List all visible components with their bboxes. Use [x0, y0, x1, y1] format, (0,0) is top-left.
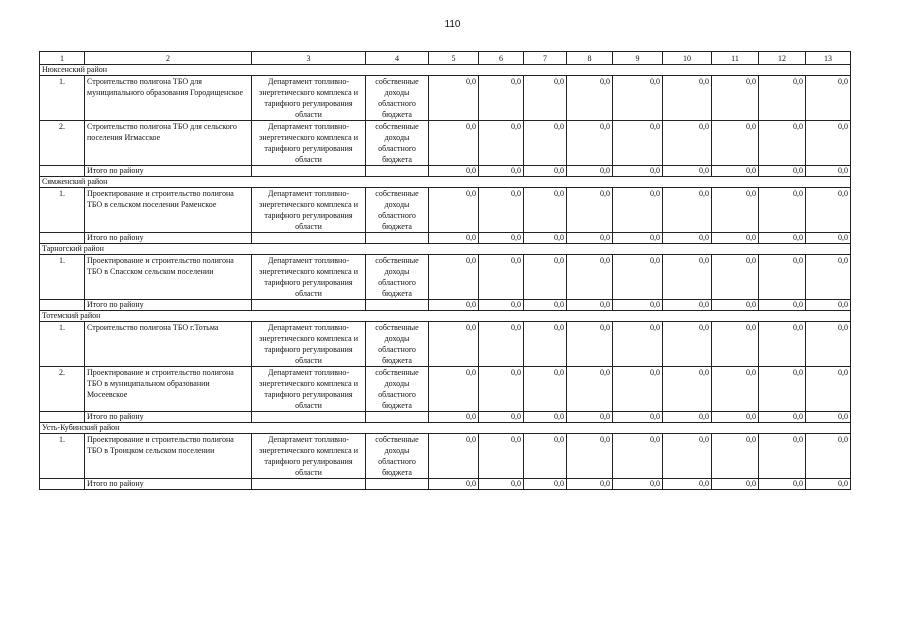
item-value: 0,0	[567, 434, 613, 479]
total-value: 0,0	[479, 233, 524, 244]
header-cell: 11	[712, 52, 759, 65]
total-value: 0,0	[613, 166, 663, 177]
item-value: 0,0	[663, 322, 712, 367]
item-value: 0,0	[567, 322, 613, 367]
total-value: 0,0	[479, 412, 524, 423]
item-value: 0,0	[613, 322, 663, 367]
item-value: 0,0	[806, 255, 851, 300]
total-value: 0,0	[806, 479, 851, 490]
item-funding-source: собственные доходы областного бюджета	[366, 322, 429, 367]
item-value: 0,0	[806, 188, 851, 233]
total-value: 0,0	[759, 479, 806, 490]
item-value: 0,0	[524, 434, 567, 479]
total-value: 0,0	[567, 479, 613, 490]
header-row	[40, 52, 851, 65]
item-value: 0,0	[663, 367, 712, 412]
table-row	[40, 121, 851, 166]
district-name: Сямженский район	[40, 177, 851, 188]
item-number: 1.	[40, 322, 85, 367]
item-value: 0,0	[567, 121, 613, 166]
item-value: 0,0	[429, 434, 479, 479]
item-value: 0,0	[759, 322, 806, 367]
item-value: 0,0	[429, 367, 479, 412]
district-name: Нюксенский район	[40, 65, 851, 76]
item-value: 0,0	[759, 367, 806, 412]
page-number: 110	[444, 19, 461, 30]
item-name: Строительство полигона ТБО г.Тотьма	[85, 322, 252, 367]
item-value: 0,0	[567, 367, 613, 412]
item-number: 1.	[40, 434, 85, 479]
item-funding-source: собственные доходы областного бюджета	[366, 76, 429, 121]
item-value: 0,0	[613, 255, 663, 300]
item-value: 0,0	[429, 188, 479, 233]
total-value: 0,0	[479, 300, 524, 311]
item-value: 0,0	[663, 188, 712, 233]
item-value: 0,0	[806, 367, 851, 412]
item-value: 0,0	[712, 367, 759, 412]
total-empty-cell	[366, 479, 429, 490]
district-name: Тотемский район	[40, 311, 851, 322]
header-cell: 9	[613, 52, 663, 65]
total-empty-cell	[366, 412, 429, 423]
item-name: Проектирование и строительство полигона ТБО в сельском поселении Раменское	[85, 188, 252, 233]
table-row	[40, 434, 851, 479]
total-empty-cell	[252, 479, 366, 490]
item-department: Департамент топливно-энергетического комплекса и тарифного регулирования области	[252, 255, 366, 300]
total-value: 0,0	[806, 233, 851, 244]
total-value: 0,0	[613, 479, 663, 490]
total-value: 0,0	[429, 300, 479, 311]
table-row	[40, 188, 851, 233]
item-value: 0,0	[806, 322, 851, 367]
item-number: 2.	[40, 367, 85, 412]
item-value: 0,0	[524, 322, 567, 367]
item-value: 0,0	[567, 255, 613, 300]
header-cell: 13	[806, 52, 851, 65]
total-value: 0,0	[429, 412, 479, 423]
item-value: 0,0	[759, 255, 806, 300]
item-value: 0,0	[524, 121, 567, 166]
header-cell: 7	[524, 52, 567, 65]
total-empty-cell	[40, 300, 85, 311]
item-department: Департамент топливно-энергетического комплекса и тарифного регулирования области	[252, 367, 366, 412]
total-row	[40, 412, 851, 423]
item-value: 0,0	[613, 121, 663, 166]
item-value: 0,0	[712, 76, 759, 121]
item-value: 0,0	[806, 76, 851, 121]
total-value: 0,0	[663, 479, 712, 490]
item-value: 0,0	[567, 76, 613, 121]
item-value: 0,0	[613, 434, 663, 479]
total-value: 0,0	[712, 166, 759, 177]
total-value: 0,0	[759, 300, 806, 311]
item-number: 2.	[40, 121, 85, 166]
total-value: 0,0	[712, 479, 759, 490]
item-value: 0,0	[806, 121, 851, 166]
total-value: 0,0	[712, 412, 759, 423]
item-department: Департамент топливно-энергетического комплекса и тарифного регулирования области	[252, 121, 366, 166]
item-value: 0,0	[806, 434, 851, 479]
table-body	[40, 52, 851, 490]
item-value: 0,0	[712, 188, 759, 233]
total-row	[40, 479, 851, 490]
item-name: Проектирование и строительство полигона ТБО в Троицком сельском поселении	[85, 434, 252, 479]
total-empty-cell	[252, 166, 366, 177]
item-value: 0,0	[759, 434, 806, 479]
total-value: 0,0	[524, 166, 567, 177]
total-row	[40, 233, 851, 244]
table-row	[40, 322, 851, 367]
item-number: 1.	[40, 188, 85, 233]
item-name: Проектирование и строительство полигона ТБО в Спасском сельском поселении	[85, 255, 252, 300]
district-row	[40, 311, 851, 322]
total-value: 0,0	[663, 412, 712, 423]
total-value: 0,0	[567, 166, 613, 177]
total-empty-cell	[366, 166, 429, 177]
district-row	[40, 423, 851, 434]
district-row	[40, 177, 851, 188]
item-value: 0,0	[479, 367, 524, 412]
header-cell: 10	[663, 52, 712, 65]
total-value: 0,0	[712, 300, 759, 311]
total-value: 0,0	[479, 479, 524, 490]
item-value: 0,0	[663, 121, 712, 166]
total-empty-cell	[252, 233, 366, 244]
total-empty-cell	[40, 412, 85, 423]
total-empty-cell	[40, 479, 85, 490]
item-funding-source: собственные доходы областного бюджета	[366, 367, 429, 412]
total-row	[40, 300, 851, 311]
item-value: 0,0	[479, 322, 524, 367]
item-number: 1.	[40, 255, 85, 300]
item-value: 0,0	[524, 367, 567, 412]
total-value: 0,0	[806, 166, 851, 177]
item-name: Проектирование и строительство полигона ТБО в муниципальном образовании Мосеевское	[85, 367, 252, 412]
item-value: 0,0	[429, 76, 479, 121]
total-value: 0,0	[429, 479, 479, 490]
total-value: 0,0	[759, 233, 806, 244]
item-department: Департамент топливно-энергетического комплекса и тарифного регулирования области	[252, 76, 366, 121]
item-department: Департамент топливно-энергетического комплекса и тарифного регулирования области	[252, 188, 366, 233]
total-label: Итого по району	[85, 166, 252, 177]
item-name: Строительство полигона ТБО для муниципального образования Городищенское	[85, 76, 252, 121]
table-row	[40, 76, 851, 121]
item-value: 0,0	[479, 188, 524, 233]
item-value: 0,0	[712, 434, 759, 479]
item-value: 0,0	[663, 76, 712, 121]
item-value: 0,0	[663, 255, 712, 300]
item-value: 0,0	[613, 367, 663, 412]
district-name: Усть-Кубинский район	[40, 423, 851, 434]
total-empty-cell	[40, 233, 85, 244]
item-value: 0,0	[712, 121, 759, 166]
total-value: 0,0	[613, 300, 663, 311]
item-department: Департамент топливно-энергетического комплекса и тарифного регулирования области	[252, 322, 366, 367]
total-row	[40, 166, 851, 177]
item-value: 0,0	[479, 255, 524, 300]
item-funding-source: собственные доходы областного бюджета	[366, 434, 429, 479]
item-value: 0,0	[429, 255, 479, 300]
total-empty-cell	[40, 166, 85, 177]
item-value: 0,0	[712, 322, 759, 367]
total-value: 0,0	[613, 233, 663, 244]
item-value: 0,0	[524, 255, 567, 300]
item-name: Строительство полигона ТБО для сельского поселения Игмасское	[85, 121, 252, 166]
item-value: 0,0	[524, 76, 567, 121]
item-value: 0,0	[712, 255, 759, 300]
total-value: 0,0	[759, 412, 806, 423]
total-value: 0,0	[806, 300, 851, 311]
total-value: 0,0	[567, 412, 613, 423]
total-value: 0,0	[479, 166, 524, 177]
total-value: 0,0	[567, 300, 613, 311]
total-value: 0,0	[613, 412, 663, 423]
total-value: 0,0	[712, 233, 759, 244]
item-department: Департамент топливно-энергетического комплекса и тарифного регулирования области	[252, 434, 366, 479]
item-funding-source: собственные доходы областного бюджета	[366, 188, 429, 233]
item-value: 0,0	[759, 121, 806, 166]
header-cell: 12	[759, 52, 806, 65]
district-name: Тарногский район	[40, 244, 851, 255]
district-row	[40, 65, 851, 76]
item-value: 0,0	[524, 188, 567, 233]
total-label: Итого по району	[85, 233, 252, 244]
total-empty-cell	[366, 233, 429, 244]
total-value: 0,0	[567, 233, 613, 244]
item-value: 0,0	[429, 322, 479, 367]
item-value: 0,0	[613, 76, 663, 121]
total-value: 0,0	[663, 166, 712, 177]
item-funding-source: собственные доходы областного бюджета	[366, 255, 429, 300]
header-cell: 2	[85, 52, 252, 65]
total-label: Итого по району	[85, 479, 252, 490]
item-value: 0,0	[479, 121, 524, 166]
total-empty-cell	[366, 300, 429, 311]
item-value: 0,0	[759, 188, 806, 233]
item-value: 0,0	[567, 188, 613, 233]
total-value: 0,0	[429, 166, 479, 177]
total-value: 0,0	[524, 412, 567, 423]
item-number: 1.	[40, 76, 85, 121]
item-value: 0,0	[759, 76, 806, 121]
total-value: 0,0	[663, 300, 712, 311]
district-row	[40, 244, 851, 255]
header-cell: 6	[479, 52, 524, 65]
total-value: 0,0	[663, 233, 712, 244]
item-value: 0,0	[429, 121, 479, 166]
total-label: Итого по району	[85, 412, 252, 423]
header-cell: 4	[366, 52, 429, 65]
total-value: 0,0	[524, 479, 567, 490]
budget-table	[39, 51, 851, 490]
item-funding-source: собственные доходы областного бюджета	[366, 121, 429, 166]
item-value: 0,0	[613, 188, 663, 233]
header-cell: 3	[252, 52, 366, 65]
total-value: 0,0	[806, 412, 851, 423]
item-value: 0,0	[663, 434, 712, 479]
header-cell: 1	[40, 52, 85, 65]
total-value: 0,0	[524, 300, 567, 311]
item-value: 0,0	[479, 434, 524, 479]
total-value: 0,0	[759, 166, 806, 177]
table-row	[40, 255, 851, 300]
item-value: 0,0	[479, 76, 524, 121]
header-cell: 8	[567, 52, 613, 65]
total-label: Итого по району	[85, 300, 252, 311]
total-value: 0,0	[429, 233, 479, 244]
total-empty-cell	[252, 412, 366, 423]
table-row	[40, 367, 851, 412]
header-cell: 5	[429, 52, 479, 65]
total-empty-cell	[252, 300, 366, 311]
total-value: 0,0	[524, 233, 567, 244]
